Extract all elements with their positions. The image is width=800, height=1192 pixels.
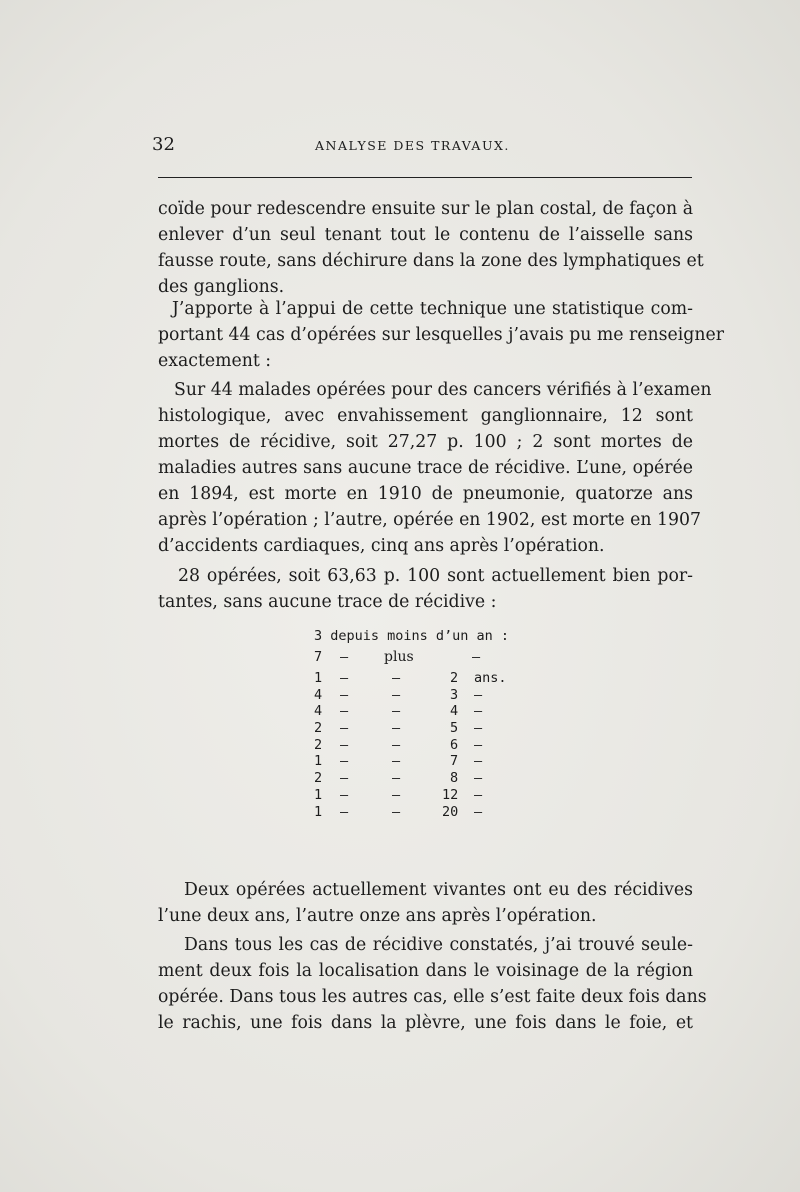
text-line: maladies autres sans aucune trace de récidive. L’une, opérée — [158, 458, 693, 478]
count-cell: 2 — [314, 720, 323, 737]
unit-cell: — — [474, 720, 483, 737]
count-cell: 7 — [314, 649, 323, 665]
unit-cell: — — [474, 803, 483, 820]
text-line: mortes de récidive, soit 27,27 p. 100 ; 2 sont mortes de — [158, 432, 693, 452]
paragraph-6 — [158, 932, 707, 1036]
dash-cell: — — [392, 720, 401, 737]
unit-cell: — — [474, 703, 483, 720]
text-line: Dans tous les cas de récidive constatés, j’ai trouvé seule- — [184, 935, 693, 955]
years-cell: 20 — [442, 803, 459, 820]
text-line: histologique, avec envahissement ganglionnaire, 12 sont — [158, 406, 693, 426]
paragraph-4 — [158, 563, 693, 615]
page-number: 32 — [152, 134, 175, 155]
dash-cell: — — [392, 803, 401, 820]
count-cell: 1 — [314, 670, 323, 686]
unit-cell: — — [474, 686, 483, 703]
header-rule — [158, 177, 692, 178]
dash-cell: — — [340, 686, 349, 703]
dash-cell: — — [340, 786, 349, 803]
text-line: d’accidents cardiaques, cinq ans après l’opération. — [158, 536, 605, 556]
unit-cell: — — [474, 736, 483, 753]
text-line: Sur 44 malades opérées pour des cancers vérifiés à l’examen — [174, 380, 712, 400]
count-cell: 2 — [314, 770, 323, 787]
years-cell: 5 — [450, 720, 459, 737]
count-cell: 4 — [314, 686, 323, 703]
text-line: coïde pour redescendre ensuite sur le plan costal, de façon à — [158, 199, 693, 219]
unit-cell: — — [474, 770, 483, 787]
dash-cell: — — [392, 786, 401, 803]
count-cell: 1 — [314, 753, 323, 770]
years-cell: 6 — [450, 736, 459, 753]
dash-cell: — — [340, 803, 349, 820]
text-line: ment deux fois la localisation dans le voisinage de la région — [158, 961, 693, 981]
count-cell: 2 — [314, 736, 323, 753]
count-cell: 1 — [314, 803, 323, 820]
dash-cell: — — [340, 753, 349, 770]
dash-cell: — — [340, 770, 349, 787]
running-title: ANALYSE DES TRAVAUX. — [315, 138, 510, 153]
paragraph-5 — [158, 877, 693, 929]
dash-cell: — — [392, 753, 401, 770]
years-cell: 12 — [442, 786, 459, 803]
count-cell: 1 — [314, 786, 323, 803]
dash-cell: — — [392, 736, 401, 753]
paragraph-3 — [158, 377, 712, 559]
dash-cell: — — [392, 703, 401, 720]
plus-cell: plus — [384, 649, 414, 665]
dash-cell: — — [340, 703, 349, 720]
dash-cell: — — [340, 670, 349, 686]
paragraph-1 — [158, 196, 704, 300]
dash-cell: — — [392, 670, 401, 686]
years-cell: 8 — [450, 770, 459, 787]
page-header — [150, 134, 692, 160]
text-line: enlever d’un seul tenant tout le contenu de l’aisselle sans — [158, 225, 693, 245]
years-cell: 7 — [450, 753, 459, 770]
text-line: en 1894, est morte en 1910 de pneumonie, quatorze ans — [158, 484, 693, 504]
text-line: tantes, sans aucune trace de récidive : — [158, 592, 497, 612]
paragraph-2 — [158, 296, 724, 374]
count-cell: 4 — [314, 703, 323, 720]
years-cell: 4 — [450, 703, 459, 720]
text-line: des ganglions. — [158, 277, 285, 297]
dash-cell: — — [340, 736, 349, 753]
years-cell: 2 — [450, 670, 459, 686]
table-header: 3 depuis moins d’un an : — [314, 628, 510, 644]
dash-cell: — — [392, 770, 401, 787]
dash-cell: — — [340, 720, 349, 737]
text-line: 28 opérées, soit 63,63 p. 100 sont actuellement bien por- — [178, 566, 693, 586]
unit-cell: — — [474, 786, 483, 803]
dash-cell: — — [472, 649, 481, 665]
text-line: fausse route, sans déchirure dans la zone des lymphatiques et — [158, 251, 704, 271]
text-line: Deux opérées actuellement vivantes ont eu des récidives — [184, 880, 693, 900]
unit-cell: ans. — [474, 670, 507, 686]
unit-cell: — — [474, 753, 483, 770]
text-line: portant 44 cas d’opérées sur lesquelles j’avais pu me renseigner — [158, 325, 724, 345]
text-line: l’une deux ans, l’autre onze ans après l’opération. — [158, 906, 597, 926]
dash-cell: — — [340, 649, 349, 665]
text-line: opérée. Dans tous les autres cas, elle s’est faite deux fois dans — [158, 987, 707, 1007]
text-line: le rachis, une fois dans la plèvre, une fois dans le foie, et — [158, 1013, 693, 1033]
text-line: exactement : — [158, 351, 272, 371]
text-line: après l’opération ; l’autre, opérée en 1902, est morte en 1907 — [158, 510, 701, 530]
dash-cell: — — [392, 686, 401, 703]
years-cell: 3 — [450, 686, 459, 703]
text-line: J’apporte à l’appui de cette technique une statistique com- — [172, 299, 693, 319]
